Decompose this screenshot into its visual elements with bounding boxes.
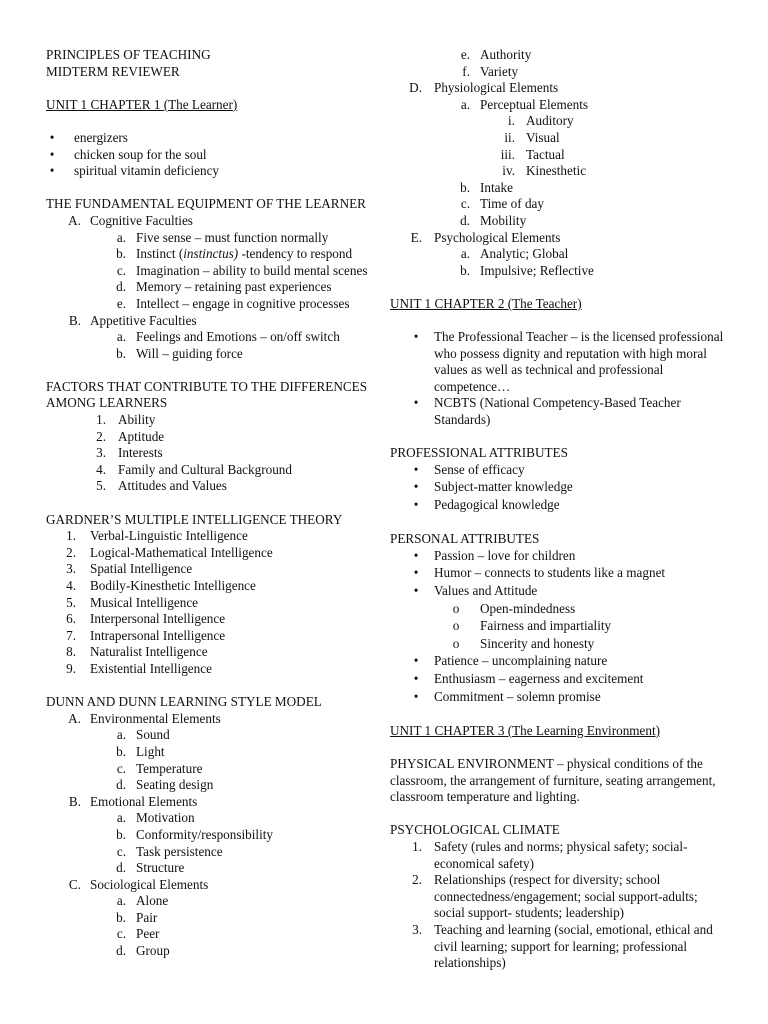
list-item: a. Analytic; Global xyxy=(460,246,569,262)
list-item: 2. Logical-Mathematical Intelligence xyxy=(66,544,273,560)
list-item: c. Temperature xyxy=(116,760,203,776)
list-item: 3. Spatial Intelligence xyxy=(66,561,193,577)
left-column xyxy=(46,47,381,960)
list-item: d. Structure xyxy=(116,860,185,876)
physical-environment-paragraph: PHYSICAL ENVIRONMENT – physical conditions of the classroom, the arrangement of furniture, seating arrangement, classroom temperature and lighting. xyxy=(390,755,716,805)
doc-title: PRINCIPLES OF TEACHING xyxy=(46,47,211,62)
list-item: a. Feelings and Emotions – on/off switch xyxy=(116,329,340,345)
list-item: • Values and Attitude xyxy=(413,583,538,599)
list-item: o Sincerity and honesty xyxy=(452,635,595,651)
list-item: 7. Intrapersonal Intelligence xyxy=(66,627,226,643)
list-item: iii. Tactual xyxy=(500,146,565,162)
dunn-heading: DUNN AND DUNN LEARNING STYLE MODEL xyxy=(46,694,322,710)
list-item: c. Peer xyxy=(116,926,160,942)
list-item: d. Seating design xyxy=(116,777,214,793)
list-item: • spiritual vitamin deficiency xyxy=(49,163,220,179)
list-item: 3. Interests xyxy=(96,445,163,461)
list-item: • energizers xyxy=(49,129,128,145)
list-item: B. Appetitive Faculties xyxy=(68,312,197,328)
factors-heading-cont: AMONG LEARNERS xyxy=(46,395,168,411)
list-item: 6. Interpersonal Intelligence xyxy=(66,611,226,627)
doc-subtitle: MIDTERM REVIEWER xyxy=(46,63,180,79)
right-column xyxy=(390,47,730,972)
factors-heading: FACTORS THAT CONTRIBUTE TO THE DIFFERENCES xyxy=(46,378,368,394)
list-item: 5. Attitudes and Values xyxy=(96,478,227,494)
gardner-heading: GARDNER’S MULTIPLE INTELLIGENCE THEORY xyxy=(46,511,343,527)
list-item: a. Sound xyxy=(116,727,170,743)
list-item: A. Cognitive Faculties xyxy=(68,212,193,228)
list-item: B. Emotional Elements xyxy=(68,793,198,809)
list-item: d. Mobility xyxy=(460,212,527,228)
list-item: A. Environmental Elements xyxy=(68,710,221,726)
list-item: iv. Kinesthetic xyxy=(502,163,587,179)
list-item: 1. Safety (rules and norms; physical safety; social-economical safety) xyxy=(412,838,688,871)
list-item: • Humor – connects to students like a magnet xyxy=(413,565,666,581)
list-item: 4. Bodily-Kinesthetic Intelligence xyxy=(66,578,256,593)
list-item: b. Light xyxy=(116,743,165,759)
list-item: 1. Ability xyxy=(96,412,156,428)
unit1-chapter3-heading: UNIT 1 CHAPTER 3 (The Learning Environment) xyxy=(390,722,661,738)
list-item: b. Pair xyxy=(116,909,158,925)
list-item: c. Time of day xyxy=(460,196,544,212)
list-item: ii. Visual xyxy=(504,129,560,145)
list-item: a. Motivation xyxy=(116,810,195,826)
list-item: D. Physiological Elements xyxy=(409,80,559,96)
list-item: e. Intellect – engage in cognitive processes xyxy=(116,295,350,311)
list-item: 2. Aptitude xyxy=(96,428,165,444)
professional-attributes-heading: PROFESSIONAL ATTRIBUTES xyxy=(390,445,568,461)
intro-bullet-list xyxy=(46,130,381,180)
list-item: • Pedagogical knowledge xyxy=(413,497,560,513)
list-item: a. Five sense – must function normally xyxy=(116,229,329,245)
list-item: b. Impulsive; Reflective xyxy=(460,262,594,278)
fundamental-equipment-heading: THE FUNDAMENTAL EQUIPMENT OF THE LEARNER xyxy=(46,196,366,212)
unit1-chapter2-heading: UNIT 1 CHAPTER 2 (The Teacher) xyxy=(390,295,582,311)
list-item: • Sense of efficacy xyxy=(413,461,525,477)
list-item: i. Auditory xyxy=(508,113,574,129)
list-item: d. Group xyxy=(116,943,170,959)
list-item: b. Will – guiding force xyxy=(116,345,243,361)
list-item: d. Memory – retaining past experiences xyxy=(116,279,332,295)
list-item: a. Alone xyxy=(116,893,169,909)
list-item: C. Sociological Elements xyxy=(68,876,209,892)
list-item: 9. Existential Intelligence xyxy=(66,660,212,676)
list-item: o Open-mindedness xyxy=(452,600,576,616)
list-item: a. Perceptual Elements xyxy=(460,96,589,112)
list-item: b. Intake xyxy=(460,179,513,195)
list-item: • chicken soup for the soul xyxy=(49,146,207,162)
list-item: • Commitment – solemn promise xyxy=(413,688,601,704)
list-item: 4. Family and Cultural Background xyxy=(96,461,292,477)
list-item: • Subject-matter knowledge xyxy=(413,479,573,495)
list-item: • Enthusiasm – eagerness and excitement xyxy=(413,670,644,686)
list-item: • The Professional Teacher – is the licensed professional who possess dignity and reputation with high moral values as well as technical and professional competence… xyxy=(413,329,724,394)
list-item: • Patience – uncomplaining nature xyxy=(413,653,608,669)
list-item: 8. Naturalist Intelligence xyxy=(66,644,208,660)
list-item: o Fairness and impartiality xyxy=(452,618,612,634)
list-item: b. Instinct (instinctus) -tendency to respond xyxy=(116,246,353,262)
list-item: f. Variety xyxy=(462,63,519,79)
list-item: e. Authority xyxy=(460,47,532,62)
personal-attributes-heading: PERSONAL ATTRIBUTES xyxy=(390,531,540,547)
list-item: c. Imagination – ability to build mental scenes xyxy=(116,262,368,278)
list-item: • NCBTS (National Competency-Based Teacher Standards) xyxy=(413,395,681,428)
list-item: 2. Relationships (respect for diversity; school connectedness/engagement; social support-adults; social support- students; leadership) xyxy=(412,872,698,921)
list-item: • Passion – love for children xyxy=(413,547,576,563)
list-item: E. Psychological Elements xyxy=(410,229,561,245)
list-item: 1. Verbal-Linguistic Intelligence xyxy=(66,528,248,544)
list-item: 5. Musical Intelligence xyxy=(66,594,199,610)
list-item: b. Conformity/responsibility xyxy=(116,826,274,842)
list-item: c. Task persistence xyxy=(116,843,223,859)
list-item: 3. Teaching and learning (social, emotional, ethical and civil learning; support for learning; professional relationships) xyxy=(412,921,713,971)
unit1-chapter1-heading: UNIT 1 CHAPTER 1 (The Learner) xyxy=(46,96,238,112)
psychological-climate-heading: PSYCHOLOGICAL CLIMATE xyxy=(390,822,560,838)
